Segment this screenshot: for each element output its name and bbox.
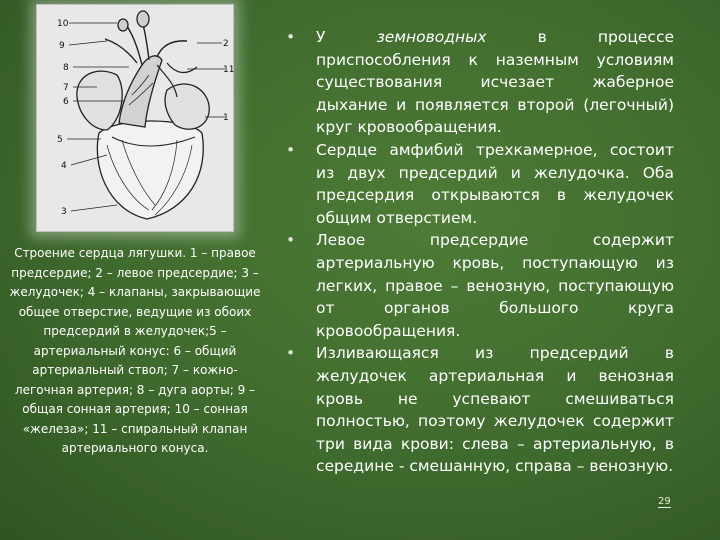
ventricle-shape [97,121,203,219]
figure-label: 9 [59,41,65,51]
figure-label: 1 [223,113,229,123]
figure-label: 11 [223,65,235,75]
figure-label: 10 [57,19,69,29]
frog-heart-figure [36,4,234,232]
bullet-list [286,26,674,478]
conus-shape [119,56,162,127]
bullet-text: Сердце амфибий трехкамерное, состоит из двух предсердий и желудочка. Оба предсердия открываются в желудочек общим отверстием. [316,140,674,227]
figure-label: 7 [63,83,69,93]
bullet-text: в процессе приспособления к наземным условиям существования исчезает жаберное дыхание и появляется второй (легочный) круг кровообращения. [316,28,674,137]
bullet-text: Левое предсердие содержит артериальную кровь, поступающую из легких, правое – венозную, поступающую от органов большого круга кровообращения. [316,231,674,340]
figure-label: 3 [61,207,67,217]
bullet-text: Изливающаяся из предсердий в желудочек артериальная и венозная кровь не успевают смешиваться полностью, поэтому желудочек содержит три вида крови: слева – артериальную, в середине - смешанную, справа – венозную. [316,344,674,476]
bullet-item [286,229,674,342]
figure-label: 4 [61,161,67,171]
page-number: 29 [658,496,671,507]
bullet-text: У [316,28,377,46]
bullet-emphasis: земноводных [376,28,487,46]
figure-label: 5 [57,135,63,145]
figure-label: 2 [223,39,229,49]
bullet-item [286,139,674,229]
figure-label: 6 [63,97,69,107]
bullet-item [286,26,674,139]
figure-label: 8 [63,63,69,73]
figure-caption: Строение сердца лягушки. 1 – правое предсердие; 2 – левое предсердие; 3 – желудочек; 4 – клапаны, закрывающие общее отверстие, ведущие из обоих предсердий в желудочек;5 – артериальный конус: 6 – общий артериальный ствол; 7 – кожно-легочная артерия; 8 – дуга аорты; 9 – общая сонная артерия; 10 – сонная «железа»; 11 – спиральный клапан артериального конуса. [9,246,261,455]
bullet-item [286,342,674,478]
right-atrium-shape [77,71,122,130]
frog-heart-diagram [37,5,233,231]
